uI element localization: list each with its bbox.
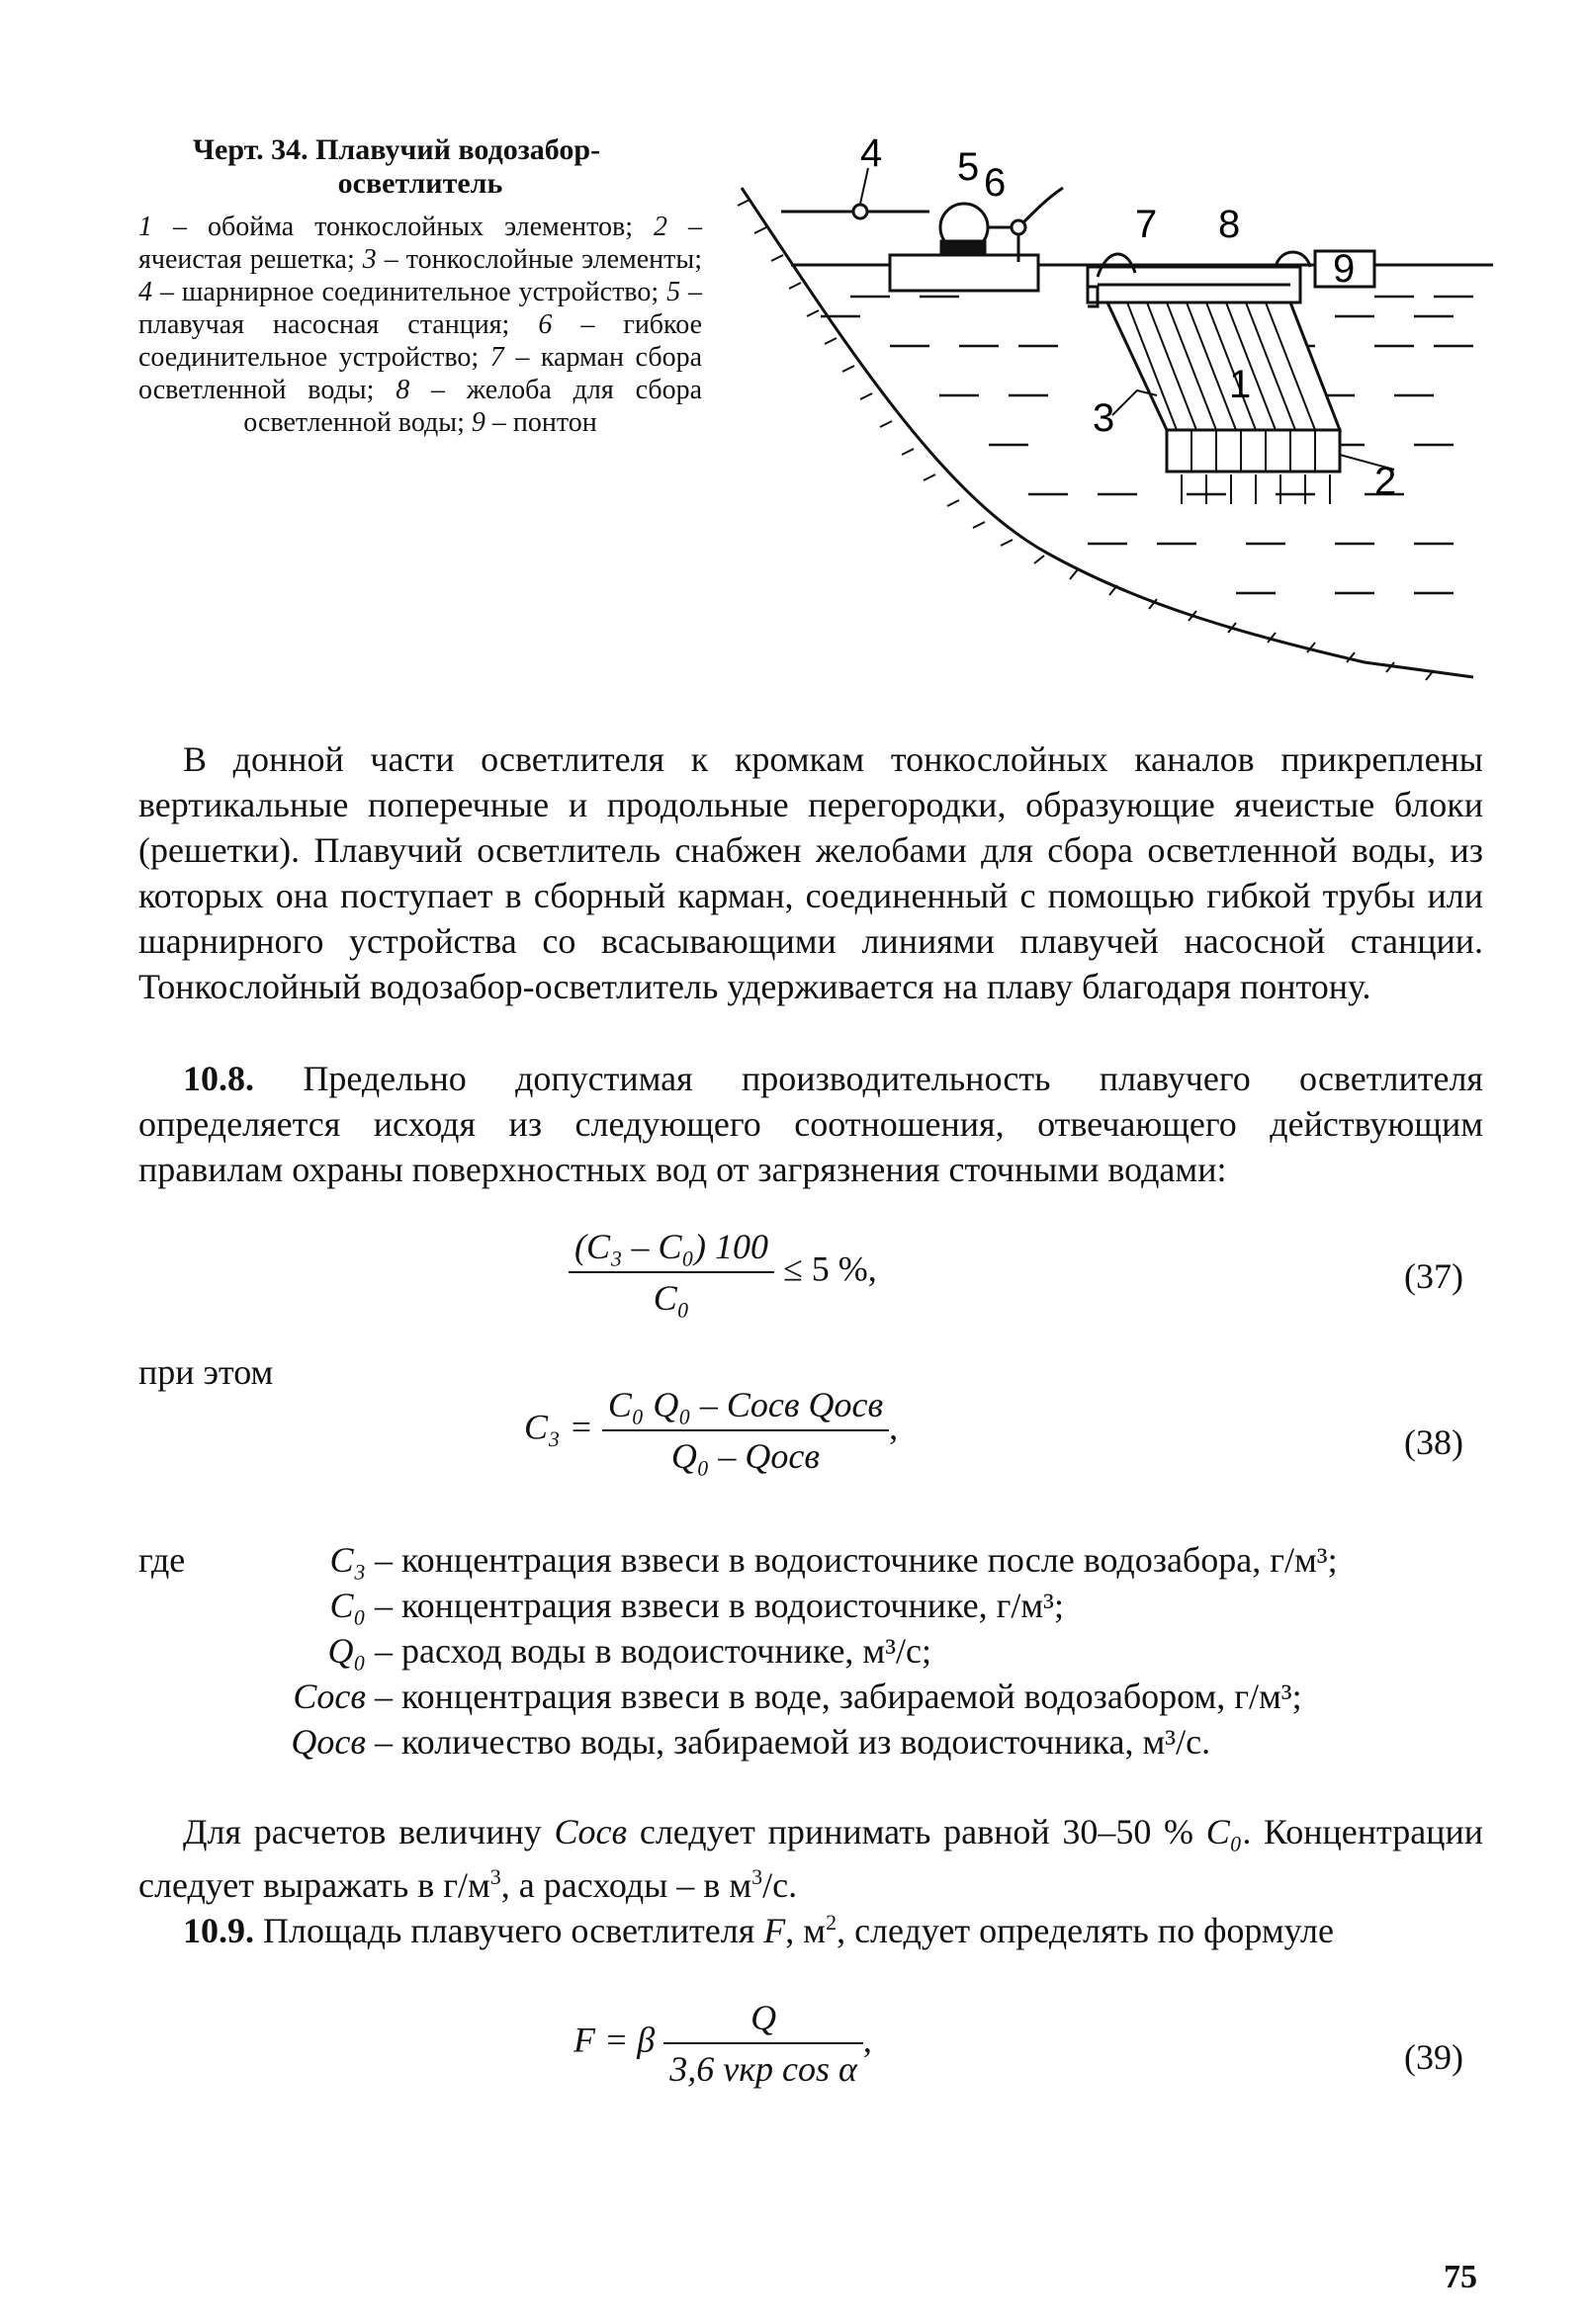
pri-etom: при этом [138, 1352, 274, 1392]
diagram-svg [722, 138, 1493, 697]
definition-text: – концентрация взвеси в водоисточнике после водозабора, г/м³; [366, 1540, 1338, 1580]
legend-text: – желоба для сбора осветленной воды; [243, 375, 703, 438]
legend-text: – обойма тонкослойных элементов; [152, 212, 654, 242]
fraction [602, 1384, 889, 1477]
hinge-joint [853, 205, 867, 218]
legend-num: 5 [666, 277, 681, 307]
label-5: 5 [957, 145, 980, 189]
definition-row [138, 1583, 1483, 1628]
definition-symbol: Cосв [293, 1677, 366, 1716]
label-4: 4 [860, 138, 883, 175]
definition-text: – количество воды, забираемой из водоисточника, м³/с. [366, 1722, 1211, 1762]
definition-row [138, 1674, 1483, 1719]
denominator: C₀ [653, 1278, 690, 1318]
paragraph-text: , а расходы – в м [500, 1865, 752, 1905]
legend-num: 9 [471, 407, 485, 438]
label-7: 7 [1135, 203, 1158, 246]
caption-title [138, 133, 702, 201]
label-1: 1 [1229, 363, 1252, 406]
definition-text: – концентрация взвеси в водоисточнике, г/м³; [366, 1586, 1064, 1625]
legend-num: 2 [654, 212, 667, 242]
denominator: 3,6 vкр cos α [669, 2049, 857, 2089]
definitions [138, 1537, 1483, 1765]
body-text-4 [138, 1900, 1483, 1953]
pump-station-pontoon [890, 255, 1038, 291]
numerator: (C₃ – C₀) 100 [569, 1226, 774, 1273]
legend-num: 7 [489, 342, 504, 373]
section-number: 10.9. [183, 1911, 254, 1950]
fraction [663, 1997, 863, 2090]
superscript: 3 [751, 1864, 763, 1889]
definition-symbol: C₃ [329, 1540, 366, 1580]
equation-tail: , [889, 1407, 899, 1447]
definition-text: – концентрация взвеси в воде, забираемой водозабором, г/м³; [366, 1677, 1302, 1716]
legend-text: – понтон [485, 407, 597, 438]
equation-number: (38) [1404, 1422, 1463, 1462]
body-text-1 [138, 736, 1483, 1009]
figure-caption [138, 133, 702, 439]
legend-num: 1 [138, 212, 152, 242]
superscript: 3 [489, 1864, 501, 1889]
paragraph-text: Для расчетов величину [183, 1812, 555, 1851]
equation-37-body [569, 1226, 877, 1319]
legend-text: – плавучая насосная станция; [138, 277, 702, 340]
equation-lhs: F = β [573, 2020, 656, 2060]
paragraph-text: /с. [762, 1865, 798, 1905]
equation-37 [138, 1226, 1483, 1325]
legend-num: 6 [538, 309, 553, 340]
label-3: 3 [1093, 396, 1115, 440]
definition-symbol: Q₀ [327, 1631, 366, 1671]
symbol: F [763, 1911, 786, 1950]
definition-row [138, 1719, 1483, 1765]
paragraph [138, 1900, 1483, 1953]
definition-row [138, 1537, 1483, 1583]
body-text-2 [138, 1056, 1483, 1192]
denominator: Q₀ – Qосв [670, 1436, 821, 1476]
legend-text: – карман сбора осветленной воды; [138, 342, 702, 405]
equation-39-body [573, 1997, 872, 2090]
label-8: 8 [1218, 203, 1241, 246]
legend-text: – гибкое соединительное устройство; [138, 309, 703, 373]
equation-38 [138, 1384, 1483, 1503]
symbol: C₀ [1205, 1812, 1243, 1851]
equation-number: (37) [1404, 1256, 1463, 1296]
symbol: Cосв [554, 1812, 628, 1851]
legend-text: – тонкослойные элементы; [376, 244, 702, 275]
where-label: где [138, 1540, 186, 1580]
label-2: 2 [1374, 460, 1397, 503]
inflow-arrows [1182, 474, 1330, 504]
flex-joint [1012, 220, 1025, 234]
label-9: 9 [1333, 247, 1356, 291]
paragraph-text: , следует определять по формуле [837, 1911, 1334, 1950]
numerator: Q [663, 1997, 863, 2044]
legend-num: 4 [138, 277, 152, 307]
caption-legend [138, 211, 702, 439]
definition-symbol: C₀ [329, 1586, 366, 1625]
equation-38-body [524, 1384, 898, 1477]
equation-tail: , [862, 2020, 872, 2060]
fraction [569, 1226, 774, 1319]
paragraph: В донной части осветлителя к кромкам тонкослойных каналов прикреплены вертикальные поперечные и продольные перегородки, образующие ячеистые блоки (решетки). Плавучий осветлитель снабжен желобами для сбора осветленной воды, из которых она поступает в сборный карман, соединенный с помощью гибкой трубы или шарнирного устройства со всасывающими линиями плавучей насосной станции. Тонкослойный водозабор-осветлитель удерживается на плаву благодаря понтону. [138, 739, 1483, 1006]
numerator: C₀ Q₀ – Cосв Qосв [602, 1384, 889, 1431]
paragraph [138, 1809, 1483, 1908]
superscript: 2 [826, 1910, 838, 1935]
legend-num: 8 [396, 375, 410, 405]
body-text-3 [138, 1809, 1483, 1908]
legend-text: – ячеистая решетка; [138, 212, 702, 275]
definition-symbol: Qосв [291, 1722, 366, 1762]
paragraph-text: . Концентрации следует выражать в г/м [138, 1812, 1483, 1905]
page-number: 75 [1444, 2259, 1477, 2295]
label-6: 6 [984, 161, 1007, 205]
definition-text: – расход воды в водоисточнике, м³/с; [366, 1631, 931, 1671]
caption-title-line2: осветлитель [337, 167, 503, 200]
equation-rhs: ≤ 5 %, [783, 1248, 877, 1289]
equation-number: (39) [1404, 2037, 1463, 2077]
floating-intake-diagram [722, 138, 1493, 697]
paragraph-text: , м [785, 1911, 827, 1950]
definition-row [138, 1628, 1483, 1674]
paragraph [138, 1056, 1483, 1192]
cellular-grid [1167, 430, 1340, 472]
legend-text: – шарнирное соединительное устройство; [152, 277, 667, 307]
paragraph-text: Площадь плавучего осветлителя [254, 1911, 764, 1950]
thin-layer-block [1107, 302, 1340, 430]
section-number: 10.8. [183, 1059, 254, 1098]
label-leader-3 [1112, 390, 1157, 415]
paragraph-text: Предельно допустимая производительность плавучего осветлителя определяется исходя из следующего соотношения, отвечающего действующим правилам охраны поверхностных вод от загрязнения сточными водами: [138, 1059, 1483, 1189]
paragraph-text: следует принимать равной 30–50 % [627, 1812, 1206, 1851]
legend-num: 3 [362, 244, 377, 275]
caption-title-line1: Черт. 34. Плавучий водозабор- [193, 133, 601, 166]
equation-lhs: C₃ = [524, 1407, 593, 1447]
equation-39 [138, 1997, 1483, 2115]
pump-base [941, 241, 985, 255]
